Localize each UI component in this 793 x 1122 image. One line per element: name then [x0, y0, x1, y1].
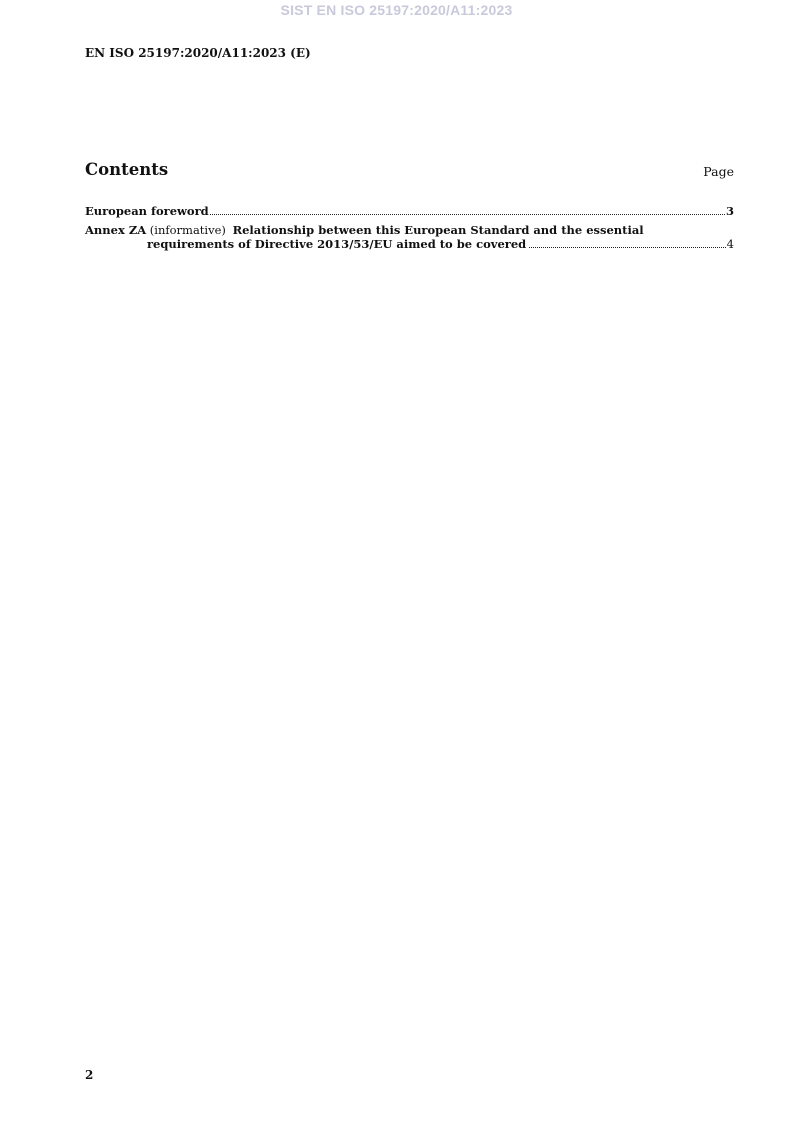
- toc-entry-annex-za[interactable]: [85, 223, 734, 251]
- page-column-label: Page: [703, 164, 734, 179]
- toc-entry-page: 3: [725, 204, 734, 218]
- contents-heading: Contents: [85, 160, 169, 179]
- toc-entry-european-foreword[interactable]: [85, 204, 734, 218]
- toc-entry-title-line1: Relationship between this European Standard and the essential: [232, 223, 644, 237]
- toc-leader-dots: [210, 214, 725, 215]
- page-number: 2: [85, 1068, 94, 1082]
- table-of-contents: [85, 204, 734, 251]
- toc-leader-dots: [529, 247, 725, 248]
- watermark: SIST EN ISO 25197:2020/A11:2023: [280, 2, 513, 18]
- toc-entry-qualifier: (informative): [149, 223, 226, 237]
- toc-entry-prefix: Annex ZA: [85, 223, 147, 237]
- toc-entry-page: 4: [726, 237, 734, 251]
- toc-entry-title-line2: requirements of Directive 2013/53/EU aimed to be covered: [147, 237, 527, 251]
- toc-entry-title: European foreword: [85, 204, 209, 218]
- document-identifier: EN ISO 25197:2020/A11:2023 (E): [85, 46, 311, 60]
